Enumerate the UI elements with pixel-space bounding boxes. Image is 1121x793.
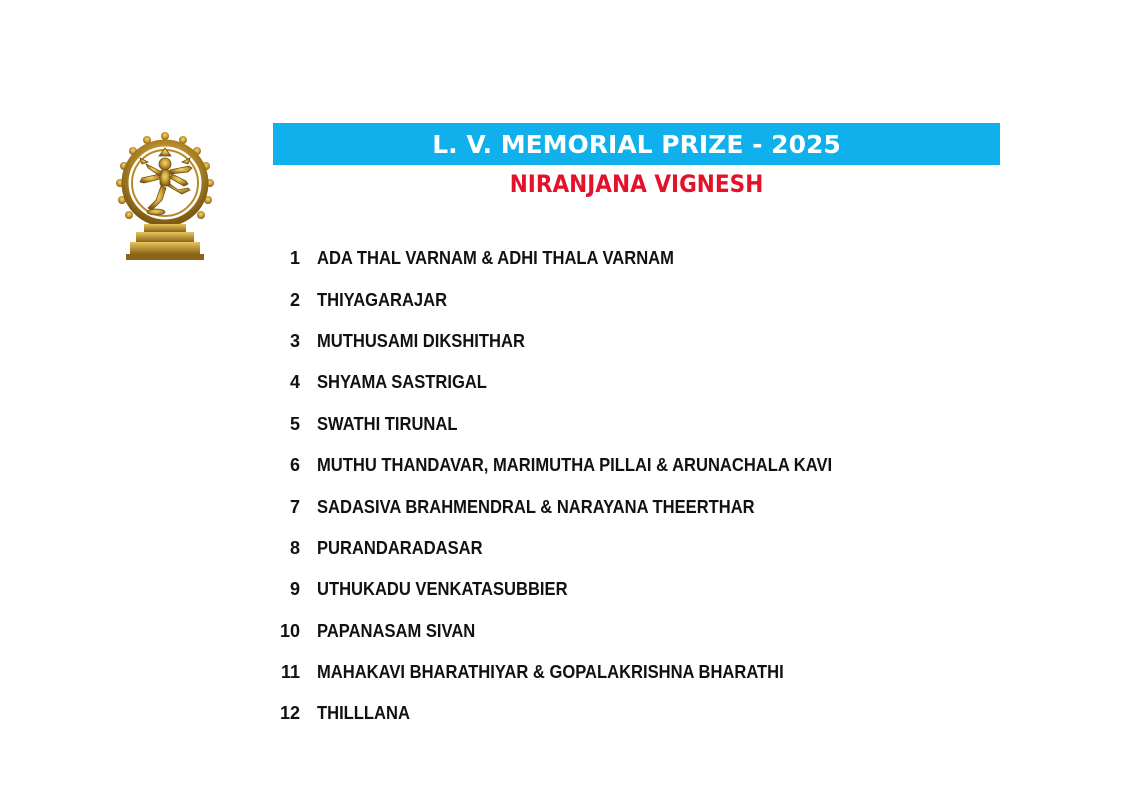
item-number: 7 bbox=[289, 496, 300, 517]
list-item bbox=[270, 652, 877, 693]
item-number: 9 bbox=[289, 579, 300, 600]
item-number: 8 bbox=[289, 537, 300, 558]
list-item bbox=[270, 569, 877, 610]
item-text: ADA THAL VARNAM & ADHI THALA VARNAM bbox=[317, 248, 674, 269]
list-item bbox=[270, 486, 877, 527]
item-number: 4 bbox=[289, 372, 300, 393]
item-text: SWATHI TIRUNAL bbox=[317, 413, 458, 434]
list-item bbox=[270, 693, 877, 734]
title-banner bbox=[273, 123, 1000, 165]
item-number: 3 bbox=[289, 330, 300, 351]
list-item bbox=[270, 528, 877, 569]
recipient-name: NIRANJANA VIGNESH bbox=[509, 170, 764, 198]
item-number: 10 bbox=[279, 620, 300, 641]
list-item bbox=[270, 445, 877, 486]
item-number: 11 bbox=[280, 662, 300, 683]
item-text: PAPANASAM SIVAN bbox=[317, 620, 476, 641]
program-list bbox=[270, 238, 877, 735]
list-item bbox=[270, 238, 877, 279]
item-text: SHYAMA SASTRIGAL bbox=[317, 372, 487, 393]
list-item bbox=[270, 362, 877, 403]
list-item bbox=[270, 279, 877, 320]
item-text: THIYAGARAJAR bbox=[317, 289, 448, 310]
item-text: PURANDARADASAR bbox=[317, 537, 483, 558]
item-text: SADASIVA BRAHMENDRAL & NARAYANA THEERTHAR bbox=[317, 496, 755, 517]
page-title: L. V. MEMORIAL PRIZE - 2025 bbox=[432, 129, 841, 159]
list-item bbox=[270, 611, 877, 652]
item-text: MUTHUSAMI DIKSHITHAR bbox=[317, 330, 525, 351]
item-text: MUTHU THANDAVAR, MARIMUTHA PILLAI & ARUNACHALA KAVI bbox=[317, 455, 833, 476]
item-number: 2 bbox=[289, 289, 300, 310]
item-text: MAHAKAVI BHARATHIYAR & GOPALAKRISHNA BHARATHI bbox=[317, 662, 784, 683]
item-text: UTHUKADU VENKATASUBBIER bbox=[317, 579, 568, 600]
list-item bbox=[270, 321, 877, 362]
nataraja-statue-icon bbox=[104, 128, 226, 262]
item-text: THILLLANA bbox=[317, 703, 410, 724]
item-number: 1 bbox=[289, 248, 300, 269]
item-number: 12 bbox=[279, 703, 300, 724]
item-number: 6 bbox=[289, 455, 300, 476]
list-item bbox=[270, 404, 877, 445]
item-number: 5 bbox=[289, 413, 300, 434]
